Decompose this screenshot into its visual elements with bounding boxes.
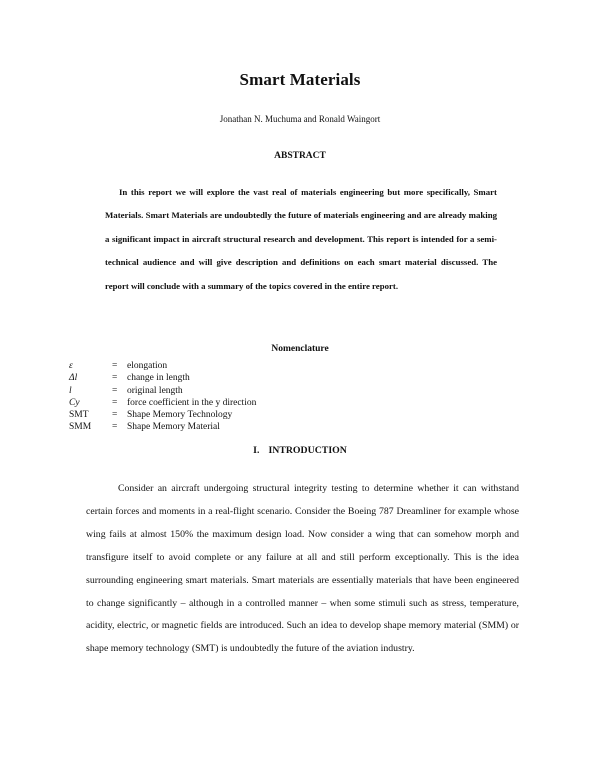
nomenclature-definition: Shape Memory Material	[127, 422, 220, 433]
nomenclature-equals: =	[112, 410, 118, 421]
nomenclature-row	[69, 360, 256, 372]
nomenclature-equals: =	[112, 397, 118, 408]
nomenclature-symbol: SMT	[69, 410, 89, 421]
nomenclature-definition: force coefficient in the y direction	[127, 397, 257, 408]
nomenclature-row	[69, 372, 256, 384]
nomenclature-equals: =	[112, 385, 118, 396]
nomenclature-definition: change in length	[127, 373, 190, 384]
nomenclature-symbol: SMM	[69, 422, 92, 433]
nomenclature-table	[69, 360, 256, 434]
nomenclature-definition: original length	[127, 385, 183, 396]
nomenclature-symbol: ε	[69, 361, 73, 371]
section-title: INTRODUCTION	[268, 445, 347, 456]
nomenclature-equals: =	[112, 361, 118, 371]
nomenclature-definition: Shape Memory Technology	[127, 410, 233, 421]
nomenclature-row	[69, 397, 256, 409]
introduction-heading	[0, 445, 600, 456]
abstract-heading: ABSTRACT	[274, 151, 326, 161]
nomenclature-row	[69, 385, 256, 397]
nomenclature-symbol: l	[69, 385, 72, 396]
introduction-text: Consider an aircraft undergoing structural integrity testing to determine whether it can withstand certain forces and moments in a real-flight scenario. Consider the Boeing 787 Dreamliner for example whose wing fails at almost 150% the maximum design load. Now consider a wing that can somehow morph and transfigure itself to avoid complete or any failure at all and still perform exceptionally. This is the idea surrounding engineering smart materials. Smart materials are essentially materials that have been engineered to change significantly – although in a controlled manner – when some stimuli such as stress, temperature, acidity, electric, or magnetic fields are introduced. Such an idea to develop shape memory material (SMM) or shape memory technology (SMT) is undoubtedly the future of the aviation industry.	[86, 483, 519, 655]
nomenclature-heading: Nomenclature	[271, 344, 329, 354]
nomenclature-equals: =	[112, 422, 118, 433]
author-line: Jonathan N. Muchuma and Ronald Waingort	[219, 114, 381, 124]
paper-title: Smart Materials	[239, 70, 361, 89]
nomenclature-symbol: Cy	[69, 397, 80, 408]
section-number: I.	[253, 445, 260, 456]
nomenclature-row	[69, 421, 256, 433]
abstract-text: In this report we will explore the vast real of materials engineering but more specifically, Smart Materials. Smart Materials are undoubtedly the future of materials engineering and are already making a significant impact in aircraft structural research and development. This report is intended for a semi-technical audience and will give description and definitions on each smart material discussed. The report will conclude with a summary of the topics covered in the entire report.	[105, 187, 497, 291]
nomenclature-definition: elongation	[127, 361, 168, 371]
nomenclature-row	[69, 409, 256, 421]
nomenclature-equals: =	[112, 373, 118, 384]
nomenclature-symbol: Δl	[69, 373, 78, 384]
